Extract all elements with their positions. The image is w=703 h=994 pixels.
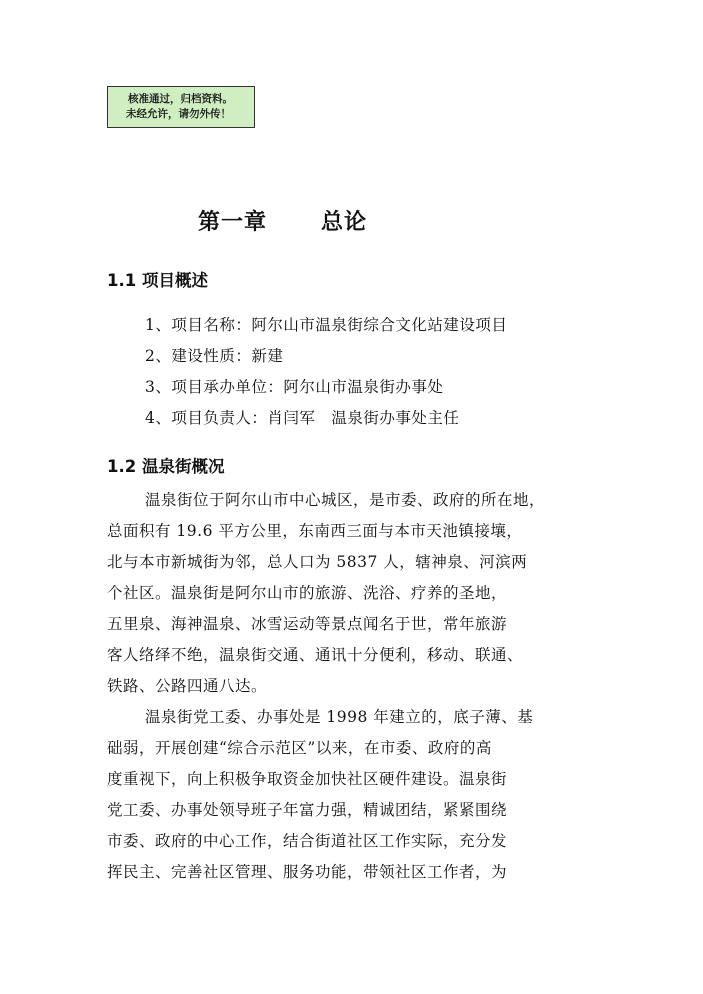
approval-stamp [107,86,255,128]
paragraph-line: 市委、政府的中心工作，结合街道社区工作实际，充分发 [107,832,508,850]
section-2-body [107,487,607,890]
paragraph-line: 总面积有 19.6 平方公里，东南西三面与本市天池镇接壤， [107,522,523,540]
paragraph-line: 温泉街党工委、办事处是 1998 年建立的，底子薄、基 [145,708,534,726]
chapter-number: 第一章 [198,209,268,235]
paragraph-line: 度重视下，向上积极争取资金加快社区硬件建设。温泉街 [107,770,508,788]
list-item: 1、项目名称：阿尔山市温泉街综合文化站建设项目 [145,316,508,334]
paragraph-line: 党工委、办事处领导班子年富力强，精诚团结，紧紧围绕 [107,801,508,819]
section-2-title: 1.2 温泉街概况 [107,457,225,476]
chapter-heading [198,205,367,236]
project-overview-list [145,312,507,436]
section-1-title: 1.1 项目概述 [107,271,208,290]
list-item: 4、项目负责人：肖闫军 温泉街办事处主任 [145,409,460,427]
chapter-title: 总论 [321,209,368,235]
paragraph-line: 北与本市新城街为邻，总人口为 5837 人，辖神泉、河滨两 [107,553,528,571]
paragraph-line: 础弱，开展创建“综合示范区”以来，在市委、政府的高 [107,739,492,757]
paragraph-line: 挥民主、完善社区管理、服务功能，带领社区工作者，为 [107,863,508,881]
paragraph-line: 温泉街位于阿尔山市中心城区，是市委、政府的所在地， [145,491,546,509]
paragraph-line: 个社区。温泉街是阿尔山市的旅游、洗浴、疗养的圣地， [107,584,508,602]
paragraph-line: 铁路、公路四通八达。 [107,677,268,695]
list-item: 2、建设性质：新建 [145,347,284,365]
list-item: 3、项目承办单位：阿尔山市温泉街办事处 [145,378,444,396]
paragraph-line: 五里泉、海神温泉、冰雪运动等景点闻名于世，常年旅游 [107,615,508,633]
stamp-line-2: 未经允许，请勿外传！ [126,108,231,120]
stamp-line-1: 核准通过，归档资料。 [128,93,233,105]
paragraph-line: 客人络绎不绝，温泉街交通、通讯十分便利，移动、联通、 [107,646,524,664]
